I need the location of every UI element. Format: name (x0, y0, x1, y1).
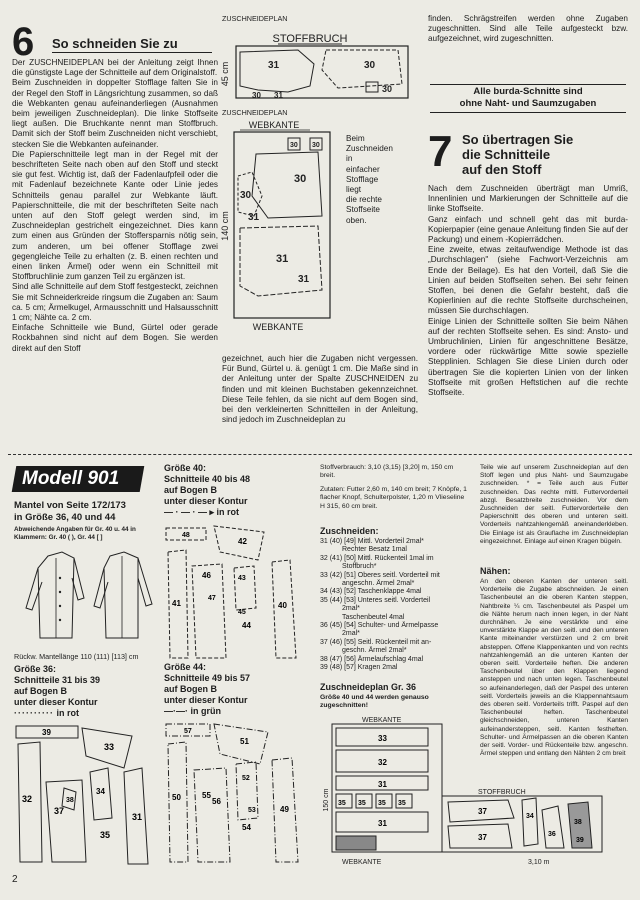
title-underline (52, 52, 212, 53)
note-line: Klammern: Gr. 40 ( ), Gr. 44 [ ] (14, 534, 103, 541)
size-title: Größe 36: (14, 664, 57, 674)
list-item: 35 (44) [53] Unteres seitl. Vorderteil (320, 596, 431, 604)
caption-line: Stofflage (346, 174, 379, 184)
size-line: auf Bogen B (164, 684, 217, 694)
cutting-plan-2 (218, 116, 338, 336)
right-intro-text: finden. Schrägstreifen werden ohne Zugaben zugeschnitten. Sind alle Teile aufgesteckt bzw. aufgezeichnet, wird zugeschnitten. (428, 14, 628, 44)
size-36-heading (14, 664, 100, 719)
paragraph: Einfache Schnitteile wie Bund, Gürtel oder gerade Rockbahnen sind nicht auf dem Bogen. Sie werden direkt auf den Stoff (12, 323, 218, 353)
plan-2-title: ZUSCHNEIDEPLAN (222, 108, 288, 117)
svg-text:41: 41 (172, 599, 181, 608)
note-line: Abweichende Angaben für Gr. 40 u. 44 in (14, 526, 136, 533)
list-item: 2mal* (342, 605, 360, 613)
svg-text:31: 31 (378, 780, 387, 789)
svg-text:31: 31 (274, 91, 283, 100)
size-line-text: in grün (190, 706, 222, 716)
svg-text:42: 42 (238, 537, 247, 546)
list-item: Taschenbeutel 4mal (342, 613, 405, 621)
svg-text:55: 55 (202, 791, 211, 800)
svg-text:32: 32 (22, 794, 33, 804)
svg-text:44: 44 (242, 621, 251, 630)
coat-length: Rückw. Mantellänge 110 (111) [113] cm (14, 652, 139, 661)
selvage-top-label: WEBKANTE (248, 120, 300, 130)
size-note (14, 526, 136, 542)
svg-text:36: 36 (548, 831, 556, 838)
svg-text:30: 30 (294, 173, 307, 185)
height-label: 45 cm (220, 61, 230, 87)
cutting-title: Zuschneiden: (320, 526, 379, 536)
size-line: —·—· in grün (164, 706, 222, 716)
plan-width-label: 3,10 m (528, 859, 550, 866)
list-item: 2mal* (342, 630, 360, 638)
section-6-title: So schneiden Sie zu (52, 36, 178, 51)
middle-continuation-text: gezeichnet, auch hier die Zugaben nicht vergessen. Für Bund, Gürtel u. ä. genügt 1 cm. Die Maße sind in der Anleitung unter der Spalte ZUSCHNEIDEN zu finden und mit kleinen Buchstaben gekennzeichnet. Diese Teile fehlen, da sie nicht auf dem Bogen sind, bei den verkleinerten Schnitteilen in der Anleitung, sind jedoch im Zuschneideplan zu (222, 354, 418, 425)
fold-label-bottom: STOFFBRUCH (478, 789, 526, 796)
size-title: Größe 44: (164, 662, 207, 672)
list-item: 31 (40) [49] Mittl. Vorderteil 2mal* (320, 538, 424, 545)
seam-allowance-note (430, 86, 626, 110)
size-line: auf Bogen B (164, 485, 217, 495)
caption-line: Zuschneiden (346, 144, 393, 154)
list-item: angeschn. Ärmel 2mal* (342, 580, 415, 588)
cutting-plan-title: Zuschneideplan Gr. 36 (320, 682, 417, 692)
height-label-2: 140 cm (220, 211, 230, 241)
model-subtitle (14, 500, 126, 523)
svg-text:53: 53 (248, 807, 256, 814)
note-line: Alle burda-Schnitte sind (473, 86, 583, 97)
svg-text:34: 34 (526, 813, 534, 820)
svg-text:31: 31 (378, 819, 387, 828)
size-line-text: in rot (56, 708, 79, 718)
size-line: ·········· in rot (14, 708, 79, 718)
svg-text:31: 31 (132, 812, 143, 822)
caption-line: oben. (346, 215, 367, 225)
svg-text:46: 46 (202, 571, 211, 580)
fabric-consumption: Stoffverbrauch: 3,10 (3,15) [3,20] m, 150 cm breit. (320, 464, 454, 480)
svg-text:50: 50 (172, 793, 181, 802)
paragraph: Beim Zuschneiden in doppelter Stofflage falten Sie in der Regel den Stoff in Längsrichtung zusammen, so daß die Webkanten genau aufeinanderliegen (Ausnahmen beim jeweiligen Zuschneideplan). Die linke Stoffseite liegt außen. Die Bruchkante nennt man Stoffbruch. Damit sich der Stoff beim Zuschneiden nicht verschiebt, stecken Sie die Webkanten aufeinander. (12, 78, 218, 149)
note-top-rule (430, 84, 626, 85)
size-40-pattern-pieces (164, 522, 310, 662)
cutting-plan-1 (218, 24, 418, 102)
list-item: geschn. Ärmel 2mal* (342, 647, 407, 655)
size-line: unter dieser Kontur (164, 695, 248, 705)
svg-text:31: 31 (276, 253, 289, 265)
svg-text:34: 34 (96, 787, 105, 796)
list-item: 32 (41) [50] Mittl. Rückenteil 1mal im (320, 554, 434, 562)
plan-height-label: 150 cm (323, 788, 330, 812)
coat-sketch (14, 548, 164, 644)
svg-text:47: 47 (208, 595, 216, 602)
selvage-bottom-label: WEBKANTE (252, 322, 304, 332)
svg-text:39: 39 (576, 837, 584, 844)
section-number-7: 7 (428, 127, 453, 176)
caption-line: die rechte (346, 195, 382, 205)
list-item: 34 (43) [52] Taschenklappe 4mal (320, 588, 422, 596)
svg-text:38: 38 (66, 797, 74, 804)
svg-text:37: 37 (478, 833, 487, 842)
selvage-label: WEBKANTE (362, 717, 402, 724)
svg-text:54: 54 (242, 823, 251, 832)
subtitle-line: in Größe 36, 40 und 44 (14, 511, 116, 523)
section-7-title (462, 132, 632, 177)
section-divider (8, 454, 632, 455)
caption-line: in (346, 154, 353, 164)
size-title: Größe 40: (164, 463, 207, 473)
cutting-instructions: Teile wie auf unserem Zuschneideplan auf den Stoff legen und plus Naht- und Saumzugabe zuschneiden. * = Teile auch aus Futter zuschneiden. Das rechte mittl. Futtervorderteil abzgl. Besatzbreite zuschneiden. Vor dem Zuschneiden der seitl. Futtervorderteile den Papierschnitt des oberen und unteren seitl. Vorderteils nahtzahlengemäß aneinanderkleben. Die Einlage ist als Grauflache im Zuschneideplan eingezeichnet. Einlage auf einen Kragen bügeln. (480, 464, 628, 545)
paragraph: Sind alle Schnitteile auf dem Stoff festgesteckt, zeichnen Sie mit Schneiderkreide ringsum die Zugaben an: Saum ca. 5 cm; Ärmelkugel, Armausschnitt und Halsausschnitt 1 cm; Nähte ca. 2 cm. (12, 282, 218, 323)
size-line: — · — · — ▸ in rot (164, 507, 240, 517)
svg-text:56: 56 (212, 797, 221, 806)
paragraph: Die Papierschnitteile legt man in der Regel mit der beschrifteten Seite nach oben auf den Stoff und steckt sie gut fest. Wichtig ist, daß der Fadenlaufpfeil oder die mit Fadenlauf bezeichnete Kante oder Linie jedes Schnitteils genau parallel zur Webkante läuft. Papierschnitteile, die mit der beschrifteten Seite nach unten auf den Stoff gelegt werden sind, im Zuschneideplan gestrichelt eingezeichnet. Dies kann zum einen aus Gründen der Stoffersparnis nötig sein, zum anderen, um bei offener Stofflage zwei gegengleiche Teile zu erhalten (z. B. einen rechten und einen linken Ärmel) oder wenn ein Schnitteil mit Stoffbruchlinie zum ganzen Teil zu ergänzen ist. (12, 149, 218, 282)
svg-text:32: 32 (378, 758, 387, 767)
selvage-label-bottom: WEBKANTE (342, 859, 382, 866)
sewing-instructions: An den oberen Kanten der unteren seitl. Vorderteile die Zugabe abschneiden. Je einen Taschenbeutel an die oberen Kanten steppen, Nahtbreite ¼ cm. Taschenbeutel als Paspel um die Nähte herum nach innen legen, in der Naht durchnähen. Je eine verstärkte und eine unverstärkte Klappe an den seitl. und den unteren Kante miteinander verstürzen und 2 cm breit absteppen. Offene Klappenkanten und von rechts nahtzahlengemäß an die unteren Kanten der oberen seitl. Vorderteile heften. Die anderen Taschenbeutel über den Klappen liegend ansteppen und nach unten legen. Taschenbeutel so aufeinanderlegen, daß der Paspel des unteren seitl. Vorderteils jeweils an die Klappennahtsaum des oberen seitl. Vorderteils trifft. Paspel auf den Taschenbeutel heften. Taschenbeutel gleichschneiden, unteren Kanten aufeinandersteppen, seitl. Kanten festheften. Schulter- und Ärmelpassen an die oberen Kanten der seitl. Vorder- und Rückenteile bzw. angeschn. Ärmel steppen und entlang den Nähten 2 cm breit (480, 578, 628, 758)
list-item: Stoffbruch* (342, 563, 377, 571)
svg-text:51: 51 (240, 737, 249, 746)
svg-text:30: 30 (252, 91, 261, 100)
caption-line: Stoffseite (346, 205, 380, 215)
size-line: auf Bogen B (14, 686, 67, 696)
caption-line: liegt (346, 185, 362, 195)
size-36-pattern-pieces (12, 722, 162, 872)
size-line-text: in rot (216, 507, 240, 517)
list-item: 38 (47) [56] Ärmelaufschlag 4mal (320, 655, 424, 663)
paragraph: Der ZUSCHNEIDEPLAN bei der Anleitung zeigt Ihnen die günstigste Lage der Schnitteile auf dem Originalstoff. (12, 58, 218, 78)
svg-text:31: 31 (248, 212, 260, 223)
size-44-pattern-pieces (164, 720, 310, 870)
title-line: die Schnitteile (462, 147, 551, 162)
svg-text:33: 33 (378, 734, 387, 743)
section-7-text (428, 184, 628, 398)
svg-text:31: 31 (298, 274, 310, 285)
caption-line: einfacher (346, 164, 380, 174)
section-number-6: 6 (12, 20, 35, 64)
model-logo: Modell 901 (22, 468, 120, 489)
paragraph: Nach dem Zuschneiden überträgt man Umriß, Innenlinien und Markierungen der Schnitteile auf die linke Stoffseite. (428, 184, 628, 214)
caption-line: Beim (346, 134, 365, 143)
page-number: 2 (12, 874, 18, 885)
size-line: unter dieser Kontur (164, 496, 248, 506)
list-item: 33 (42) [51] Oberes seitl. Vorderteil mit (320, 571, 440, 579)
svg-text:37: 37 (54, 806, 65, 816)
note-bottom-rule (430, 112, 626, 113)
svg-text:45: 45 (238, 609, 246, 616)
list-item: 36 (45) [54] Schulter- und Ärmelpasse (320, 622, 439, 630)
paragraph: Einige Linien der Schnitteile sollten Sie beim Nähen auf der rechten Stoffseite sehen. Es sind: Ansto- und Umbruchlinien, Linien für angeschnittene Besätze, vordere oder rückwärtige Mitte sowie spezielle Stepplinien. Schlagen Sie diese Linien durch oder übertragen Sie die kopierten Linien von der linken Stoffseite mit großen Heftstichen auf die rechte Stoffseite. (428, 316, 628, 398)
cutting-plan-note: Größe 40 und 44 werden genauso zugeschnitten! (320, 694, 429, 710)
note-line: ohne Naht- und Saumzugaben (459, 98, 597, 109)
size-line: Schnitteile 31 bis 39 (14, 675, 101, 685)
plan-2-caption (346, 134, 416, 226)
svg-text:49: 49 (280, 805, 289, 814)
size-40-heading (164, 463, 250, 518)
svg-text:35: 35 (398, 800, 406, 807)
svg-text:35: 35 (358, 800, 366, 807)
svg-text:30: 30 (290, 142, 298, 149)
size-44-heading (164, 662, 250, 717)
svg-text:39: 39 (42, 728, 51, 737)
title-line: auf den Stoff (462, 162, 542, 177)
svg-text:43: 43 (238, 575, 246, 582)
svg-text:35: 35 (100, 830, 111, 840)
list-item: Rechter Besatz 1mal (342, 546, 407, 554)
size-line: Schnitteile 49 bis 57 (164, 673, 251, 683)
size-line: Schnitteile 40 bis 48 (164, 474, 251, 484)
paragraph: Eine zweite, etwas zeitaufwendige Methode ist das „Durchschlagen" (siehe Fachwort-Verzeichnis am Ende der Beilage). Es hat den Vorteil, daß Sie die Linien auf beiden Stoffseiten sehen. Bei sehr feinen Stoffen, bei denen die Gefahr besteht, daß die Kopierlinien auf die rechte Stoffseite durchscheinen, müssen Sie durchschlagen. (428, 245, 628, 316)
svg-text:30: 30 (312, 142, 320, 149)
svg-text:30: 30 (240, 190, 252, 201)
paragraph: Ganz einfach und schnell geht das mit burda-Kopierpapier (eine genaue Anleitung finden Sie auf der Packung) und einem -Kopierrädchen. (428, 214, 628, 245)
fold-label: STOFFBRUCH (272, 33, 348, 45)
svg-text:48: 48 (182, 532, 190, 539)
svg-text:33: 33 (104, 742, 115, 752)
list-item: 39 (48) [57] Kragen 2mal (320, 664, 398, 672)
svg-text:52: 52 (242, 775, 250, 782)
svg-text:31: 31 (268, 60, 280, 71)
size-line: unter dieser Kontur (14, 697, 98, 707)
svg-text:35: 35 (338, 800, 346, 807)
subtitle-line: Mantel von Seite 172/173 (14, 500, 126, 511)
svg-text:37: 37 (478, 807, 487, 816)
svg-text:30: 30 (364, 60, 376, 71)
plan-1-title: ZUSCHNEIDEPLAN (222, 14, 288, 23)
svg-text:30: 30 (382, 84, 393, 94)
section-6-text (12, 58, 218, 354)
title-line: So übertragen Sie (462, 132, 574, 147)
cutting-list (320, 538, 470, 673)
svg-text:35: 35 (378, 800, 386, 807)
svg-text:38: 38 (574, 819, 582, 826)
notions: Zutaten: Futter 2,60 m, 140 cm breit; 7 Knöpfe, 1 flacher Knopf, Schulterpolster, 1,20 m Vlieseline H 315, 60 cm breit. (320, 486, 467, 510)
sewing-title: Nähen: (480, 566, 511, 576)
list-item: 37 (46) [55] Seitl. Rückenteil mit an- (320, 638, 432, 646)
svg-text:40: 40 (278, 601, 287, 610)
svg-text:57: 57 (184, 728, 192, 735)
